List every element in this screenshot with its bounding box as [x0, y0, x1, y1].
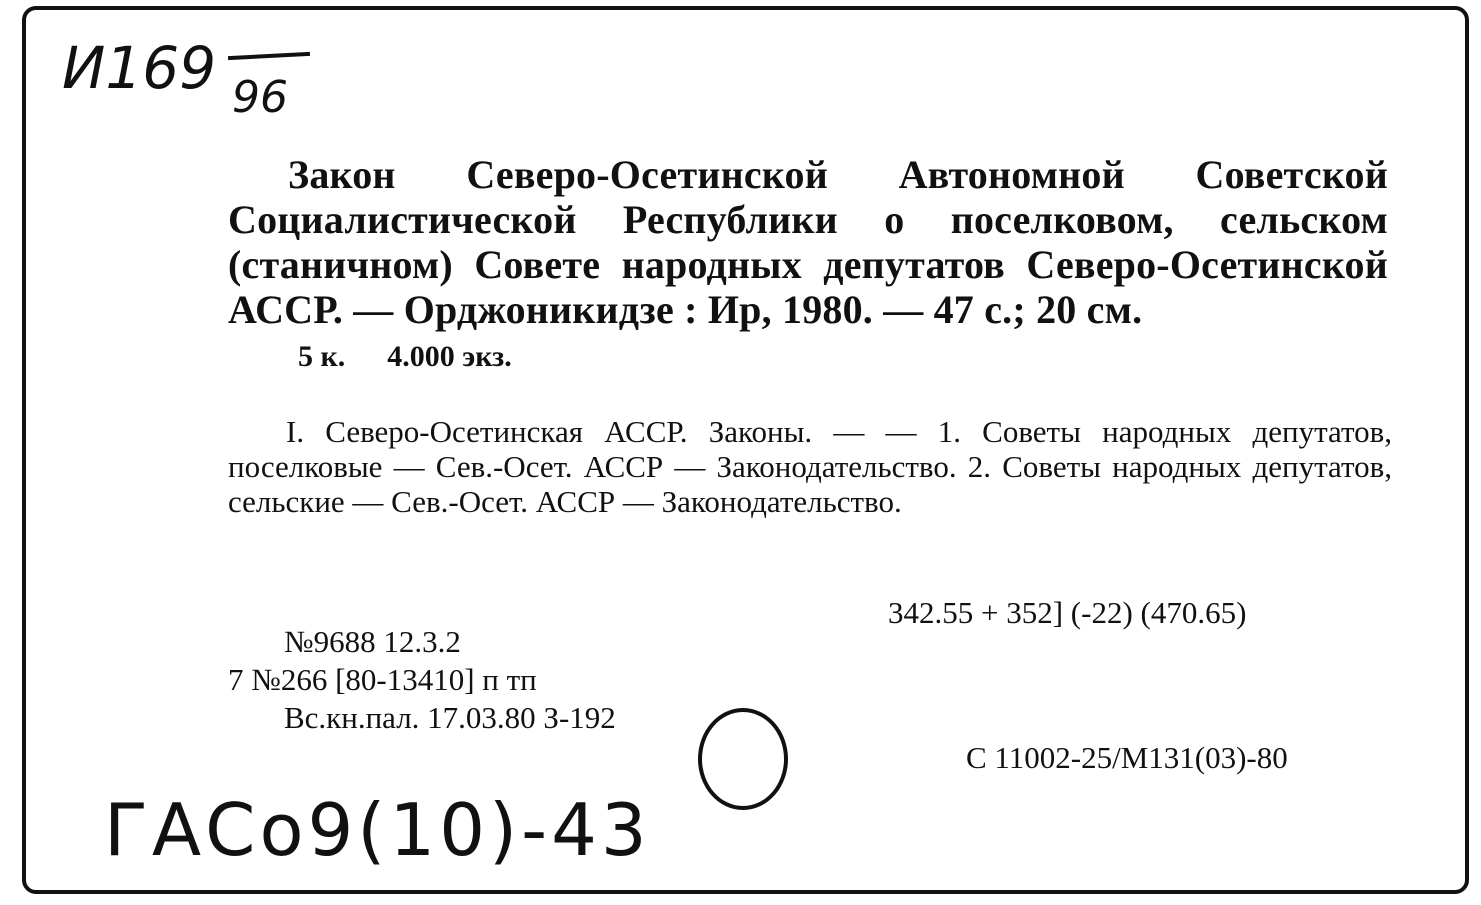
imprint-line-1: №9688 12.3.2 — [284, 624, 461, 659]
bibliographic-title: Закон Северо-Осетинской Автономной Советской Социалистической Республики о поселковом, сельском (станичном) Совете народных депутатов Северо-Осетинской АССР. — Орджоникидзе : Ир, 1980. — 47 с.; 20 см. — [228, 152, 1388, 332]
price-line — [298, 340, 512, 374]
imprint-line-2: 7 №266 [80-13410] п тп — [228, 662, 537, 697]
handwritten-archive-code: ГАСо9(10)-43 — [104, 788, 651, 872]
price: 5 к. — [298, 340, 346, 373]
book-chamber-code: С 11002-25/М131(03)-80 — [966, 740, 1288, 775]
shelfmark-denominator: 96 — [232, 72, 288, 123]
print-run: 4.000 экз. — [387, 340, 512, 373]
imprint-line-3: Вс.кн.пал. 17.03.80 З-192 — [284, 700, 616, 735]
shelfmark-number: И169 — [62, 34, 217, 102]
handwritten-shelfmark — [62, 34, 288, 123]
subject-tracings: I. Северо-Осетинская АССР. Законы. — — 1. Советы народных депутатов, поселковые — Сев.-Осет. АССР — Законодательство. 2. Советы народных депутатов, сельские — Сев.-Осет. АССР — Законодательство. — [228, 414, 1392, 519]
classification-number: 342.55 + 352] (-22) (470.65) — [888, 595, 1247, 630]
punched-hole-circle — [698, 708, 788, 810]
